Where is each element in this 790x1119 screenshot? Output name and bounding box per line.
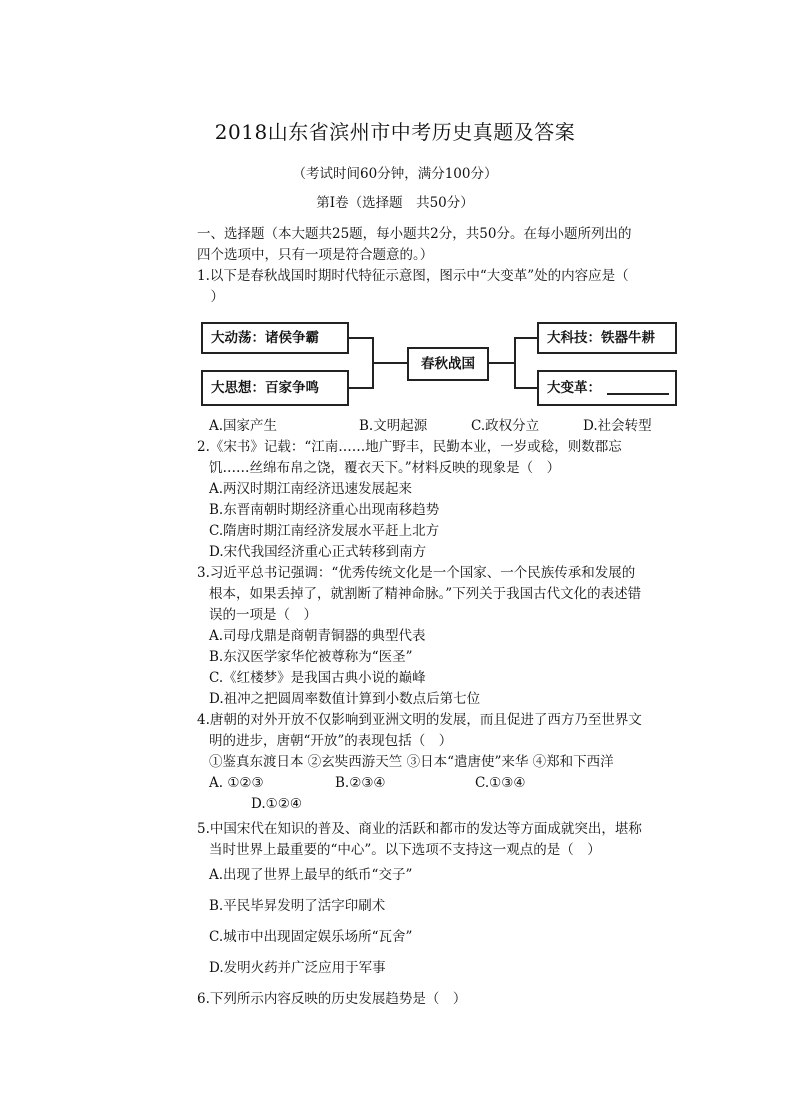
q3-option-d: D.祖冲之把圆周率数值计算到小数点后第七位 <box>209 691 481 707</box>
box-left-bottom: 大思想：百家争鸣 <box>201 370 349 406</box>
page-title: 2018山东省滨州市中考历史真题及答案 <box>214 120 576 144</box>
q3-stem-line1: 3.习近平总书记强调：“优秀传统文化是一个国家、一个民族传承和发展的 <box>197 565 636 581</box>
q3-option-c: C.《红楼梦》是我国古典小说的巅峰 <box>209 670 426 686</box>
q2-stem-line1: 2.《宋书》记载：“江南……地广野丰，民勤本业，一岁或稔，则数郡忘 <box>197 439 622 455</box>
question-content <box>197 224 667 1010</box>
q1-stem-line2: ） <box>197 289 224 305</box>
q3-option-a: A.司母戊鼎是商朝青铜器的典型代表 <box>209 628 426 644</box>
q1-option-a: A.国家产生 <box>209 418 278 434</box>
q5-option-b: B.平民毕昇发明了活字印刷术 <box>209 898 386 914</box>
q2-option-d: D.宋代我国经济重心正式转移到南方 <box>209 544 427 560</box>
q4-options-row <box>197 773 667 794</box>
section-instruction-line2: 四个选项中，只有一项是符合题意的。） <box>197 247 434 263</box>
q3-option-b: B.东汉医学家华佗被尊称为“医圣” <box>209 649 413 665</box>
q1-stem-line1: 1.以下是春秋战国时期时代特征示意图，图示中“大变革”处的内容应是（ <box>197 268 629 284</box>
q2-stem-line2: 饥……丝绵布帛之饶，覆衣天下。”材料反映的现象是（ ） <box>209 460 561 476</box>
q5-option-c: C.城市中出现固定娱乐场所“瓦舍” <box>209 929 413 945</box>
q4-option-d: D.①②④ <box>251 796 302 812</box>
section-instruction-line1: 一、选择题（本大题共25题，每小题共2分，共50分。在每小题所列出的 <box>197 226 632 242</box>
box-center: 春秋战国 <box>407 347 489 381</box>
box-right-top: 大科技：铁器牛耕 <box>537 322 677 354</box>
q5-stem-line2: 当时世界上最重要的“中心”。以下选项不支持这一观点的是（ ） <box>209 842 601 858</box>
box-left-top: 大动荡：诸侯争霸 <box>201 322 349 354</box>
q2-option-a: A.两汉时期江南经济迅速发展起来 <box>209 481 413 497</box>
q1-option-d: D.社会转型 <box>583 418 652 434</box>
q1-options <box>197 416 667 437</box>
q4-option-b: B.②③④ <box>335 775 386 791</box>
q4-stem-line3: ①鉴真东渡日本 ②玄奘西游天竺 ③日本“遣唐使”来华 ④郑和下西洋 <box>209 754 614 770</box>
q3-stem-line2: 根本，如果丢掉了，就割断了精神命脉。”下列关于我国古代文化的表述错 <box>209 586 642 602</box>
q4-option-c: C.①③④ <box>475 775 526 791</box>
q2-option-b: B.东晋南朝时期经济重心出现南移趋势 <box>209 502 440 518</box>
q3-stem-line3: 误的一项是（ ） <box>209 607 317 623</box>
q1-diagram <box>197 318 677 414</box>
box-right-bottom-label: 大变革： <box>547 379 601 396</box>
box-right-bottom <box>537 370 677 406</box>
answer-blank <box>607 381 669 395</box>
q5-option-a: A.出现了世界上最早的纸币“交子” <box>209 867 413 883</box>
q6-stem-line1: 6.下列所示内容反映的历史发展趋势是（ ） <box>197 991 467 1007</box>
q5-option-d: D.发明火药并广泛应用于军事 <box>209 960 386 976</box>
q4-stem-line2: 明的进步，唐朝“开放”的表现包括（ ） <box>209 733 453 749</box>
q2-option-c: C.隋唐时期江南经济发展水平赶上北方 <box>209 523 440 539</box>
q4-option-a: A. ①②③ <box>209 775 264 791</box>
q1-option-c: C.政权分立 <box>471 418 540 434</box>
part-heading: 第Ⅰ卷（选择题 共50分） <box>316 195 474 211</box>
q1-option-b: B.文明起源 <box>359 418 428 434</box>
q4-stem-line1: 4.唐朝的对外开放不仅影响到亚洲文明的发展，而且促进了西方乃至世界文 <box>197 712 642 728</box>
exam-info: （考试时间60分钟，满分100分） <box>292 166 498 182</box>
q5-stem-line1: 5.中国宋代在知识的普及、商业的活跃和都市的发达等方面成就突出，堪称 <box>197 821 642 837</box>
